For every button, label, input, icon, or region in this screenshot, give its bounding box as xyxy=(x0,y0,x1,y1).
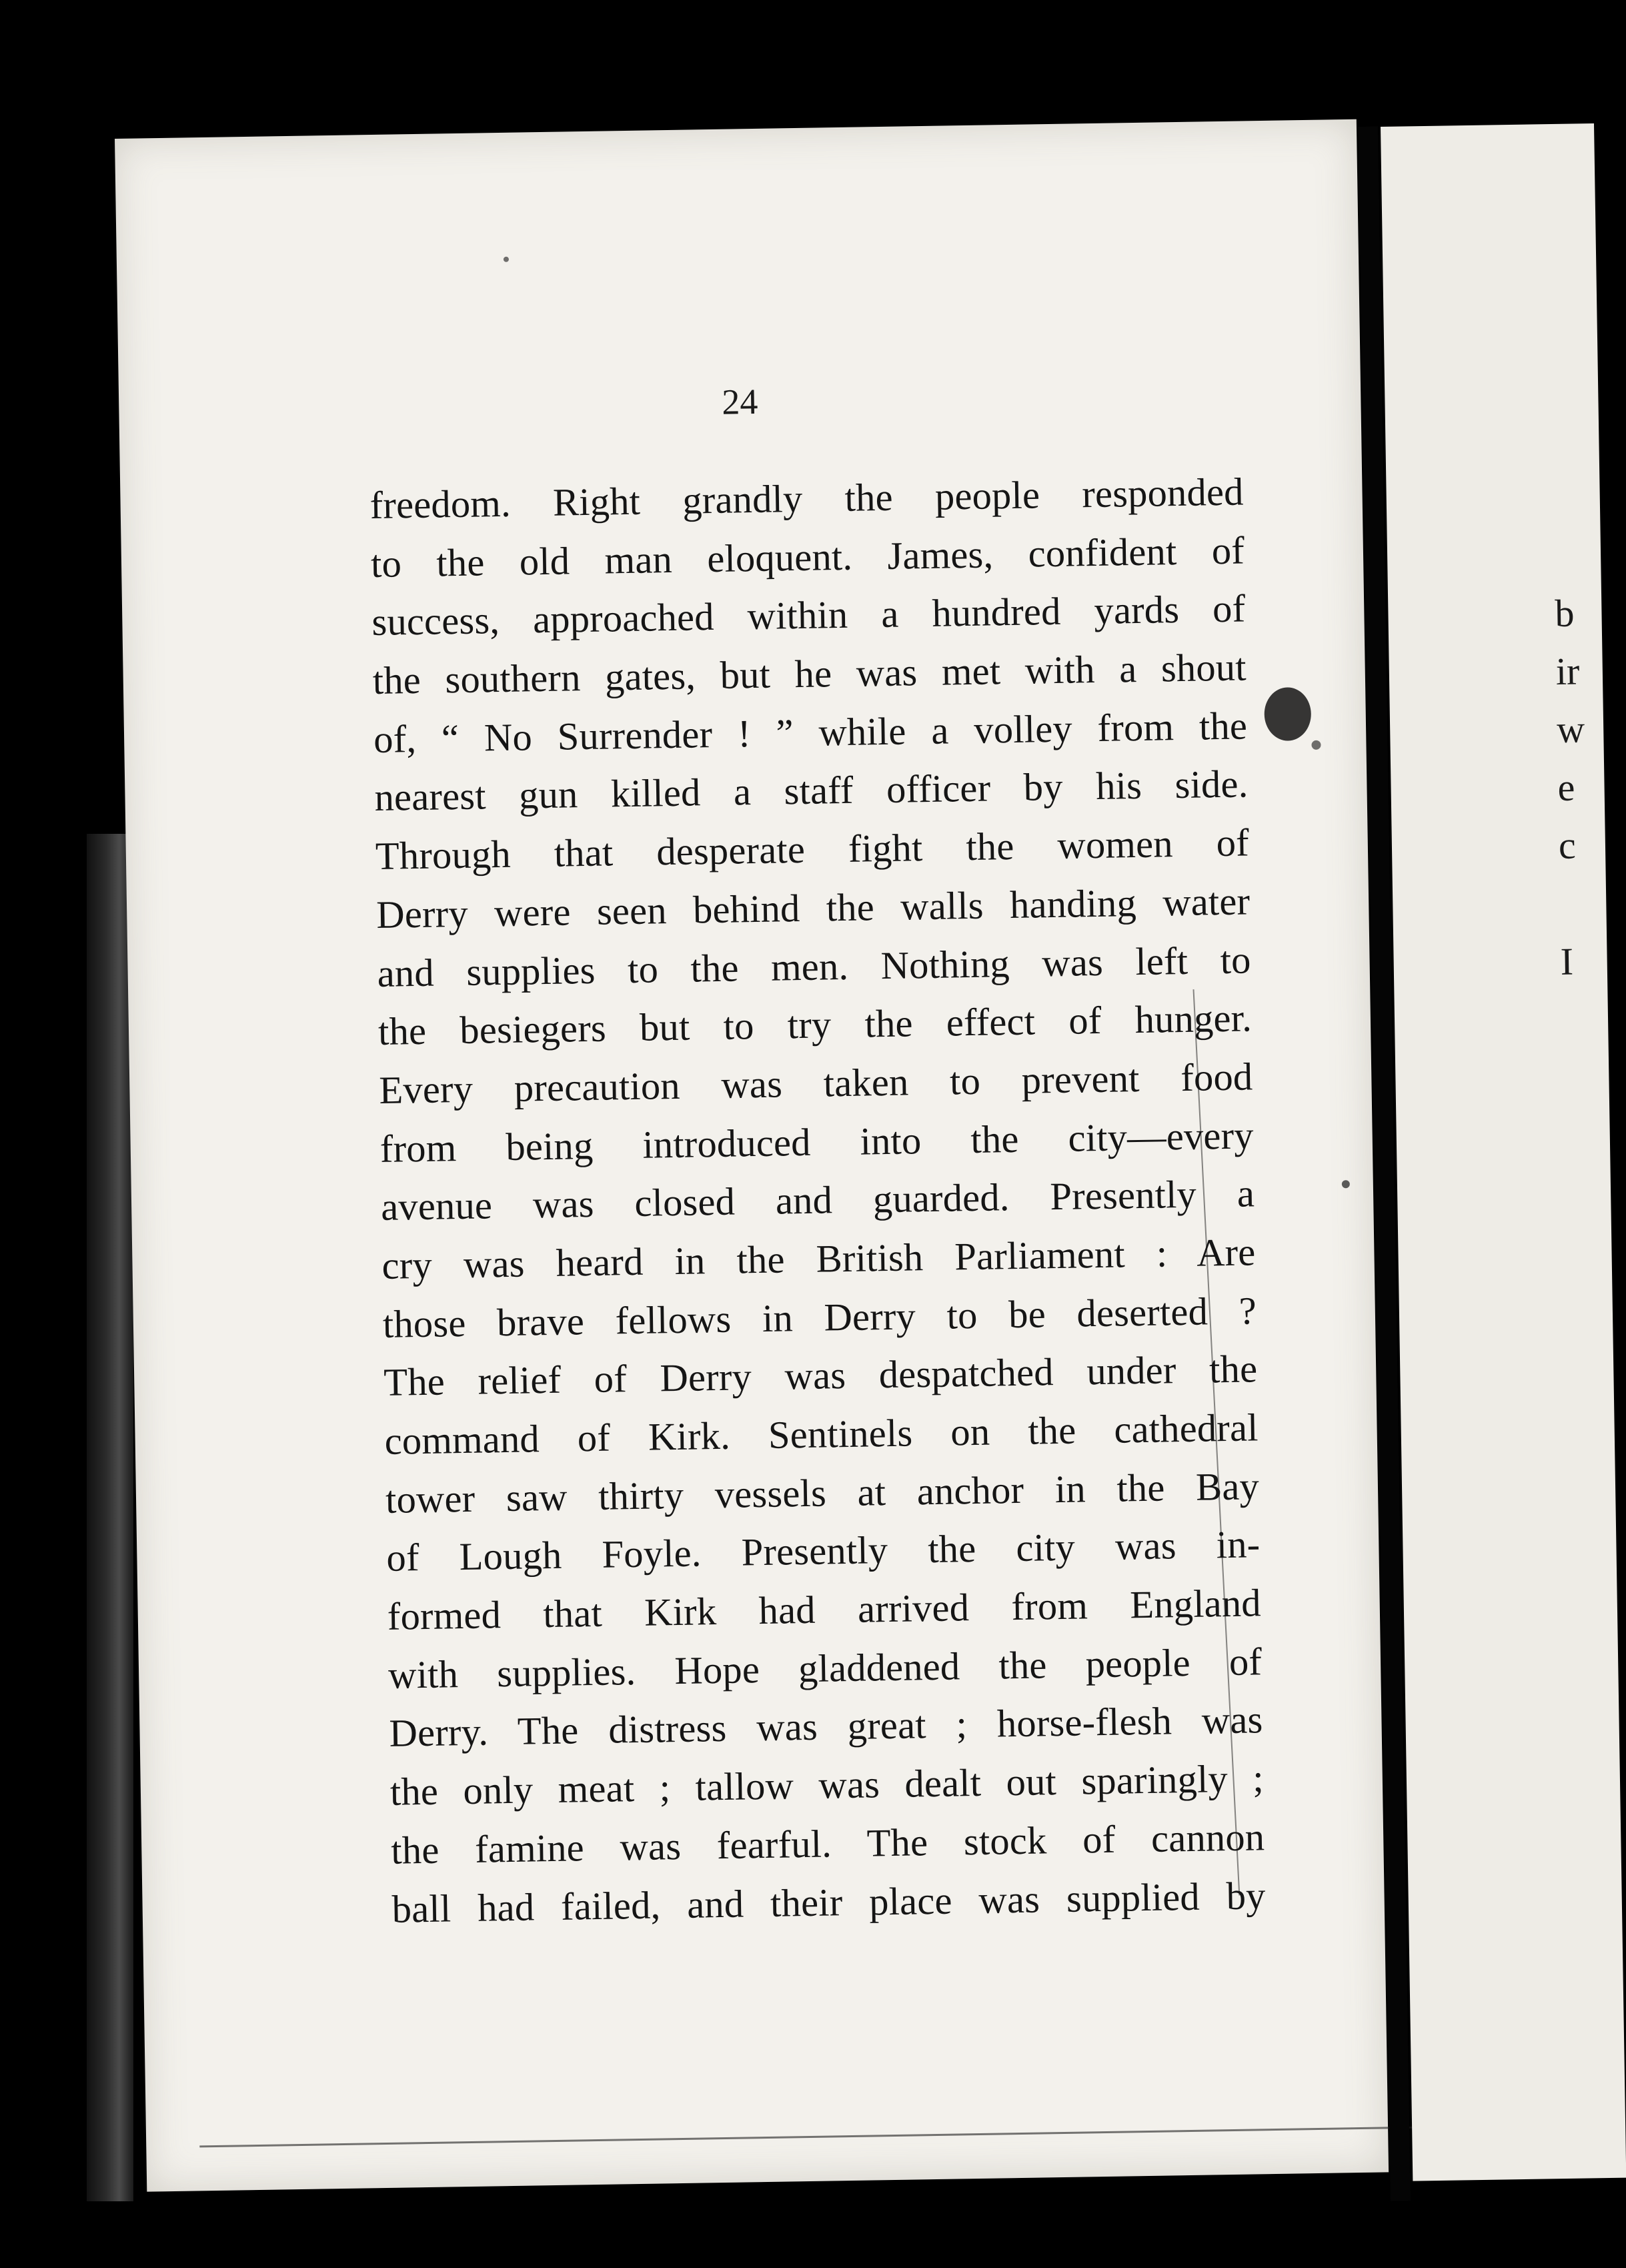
facing-letter: c xyxy=(1558,823,1577,867)
text-line: cry was heard in the British Parliament : Are xyxy=(381,1230,1256,1287)
text-line: Through that desperate fight the women of xyxy=(375,820,1250,879)
text-line: command of Kirk. Sentinels on the cathedral xyxy=(384,1405,1259,1463)
text-line: the besiegers but to try the effect of hunger. xyxy=(377,996,1253,1054)
book-page xyxy=(115,119,1389,2192)
facing-page xyxy=(1381,123,1626,2181)
text-line: Derry were seen behind the walls handing water xyxy=(375,879,1251,937)
facing-letter: w xyxy=(1556,707,1585,751)
facing-page-text xyxy=(1555,584,1589,991)
page-number: 24 xyxy=(721,381,758,422)
text-line: avenue was closed and guarded. Presently a xyxy=(380,1171,1255,1229)
body-text xyxy=(369,462,1266,1938)
text-line: the only meat ; tallow was dealt out sparingly ; xyxy=(389,1756,1265,1814)
ink-speck xyxy=(1342,1180,1350,1188)
text-line: tower saw thirty vessels at anchor in the Bay xyxy=(385,1464,1260,1522)
book-binding-edge xyxy=(87,834,133,2201)
facing-letter xyxy=(1559,882,1560,925)
text-line: of, “ No Surrender ! ” while a volley from the xyxy=(373,704,1248,761)
text-line: to the old man eloquent. James, confident of xyxy=(370,528,1245,586)
facing-letter: e xyxy=(1557,765,1575,809)
text-line: Every precaution was taken to prevent food xyxy=(378,1055,1253,1112)
text-line: Derry. The distress was great ; horse-flesh was xyxy=(389,1698,1263,1756)
text-line: the southern gates, but he was met with a shout xyxy=(372,645,1247,703)
text-line: with supplies. Hope gladdened the people of xyxy=(387,1640,1263,1697)
ink-speck xyxy=(504,257,509,262)
text-line: and supplies to the men. Nothing was left to xyxy=(377,937,1252,995)
text-line: formed that Kirk had arrived from England xyxy=(387,1581,1262,1638)
text-line: freedom. Right grandly the people responded xyxy=(369,470,1245,528)
ink-blot xyxy=(1264,687,1311,741)
text-line: from being introduced into the city—every xyxy=(379,1113,1255,1171)
facing-letter: b xyxy=(1554,591,1575,635)
text-line: The relief of Derry was despatched under the xyxy=(383,1347,1258,1405)
ink-speck xyxy=(1311,740,1321,750)
text-line: nearest gun killed a staff officer by his side. xyxy=(374,762,1249,820)
text-line: success, approached within a hundred yards of xyxy=(371,586,1246,644)
facing-letter: I xyxy=(1560,939,1574,983)
text-line: of Lough Foyle. Presently the city was in- xyxy=(385,1522,1261,1580)
page-bottom-edge xyxy=(199,2126,1427,2147)
text-line: those brave fellows in Derry to be deserted ? xyxy=(382,1288,1257,1346)
text-line: the famine was fearful. The stock of cannon xyxy=(390,1815,1265,1872)
text-line: ball had failed, and their place was supplied by xyxy=(391,1873,1267,1931)
facing-letter: ir xyxy=(1555,649,1580,693)
